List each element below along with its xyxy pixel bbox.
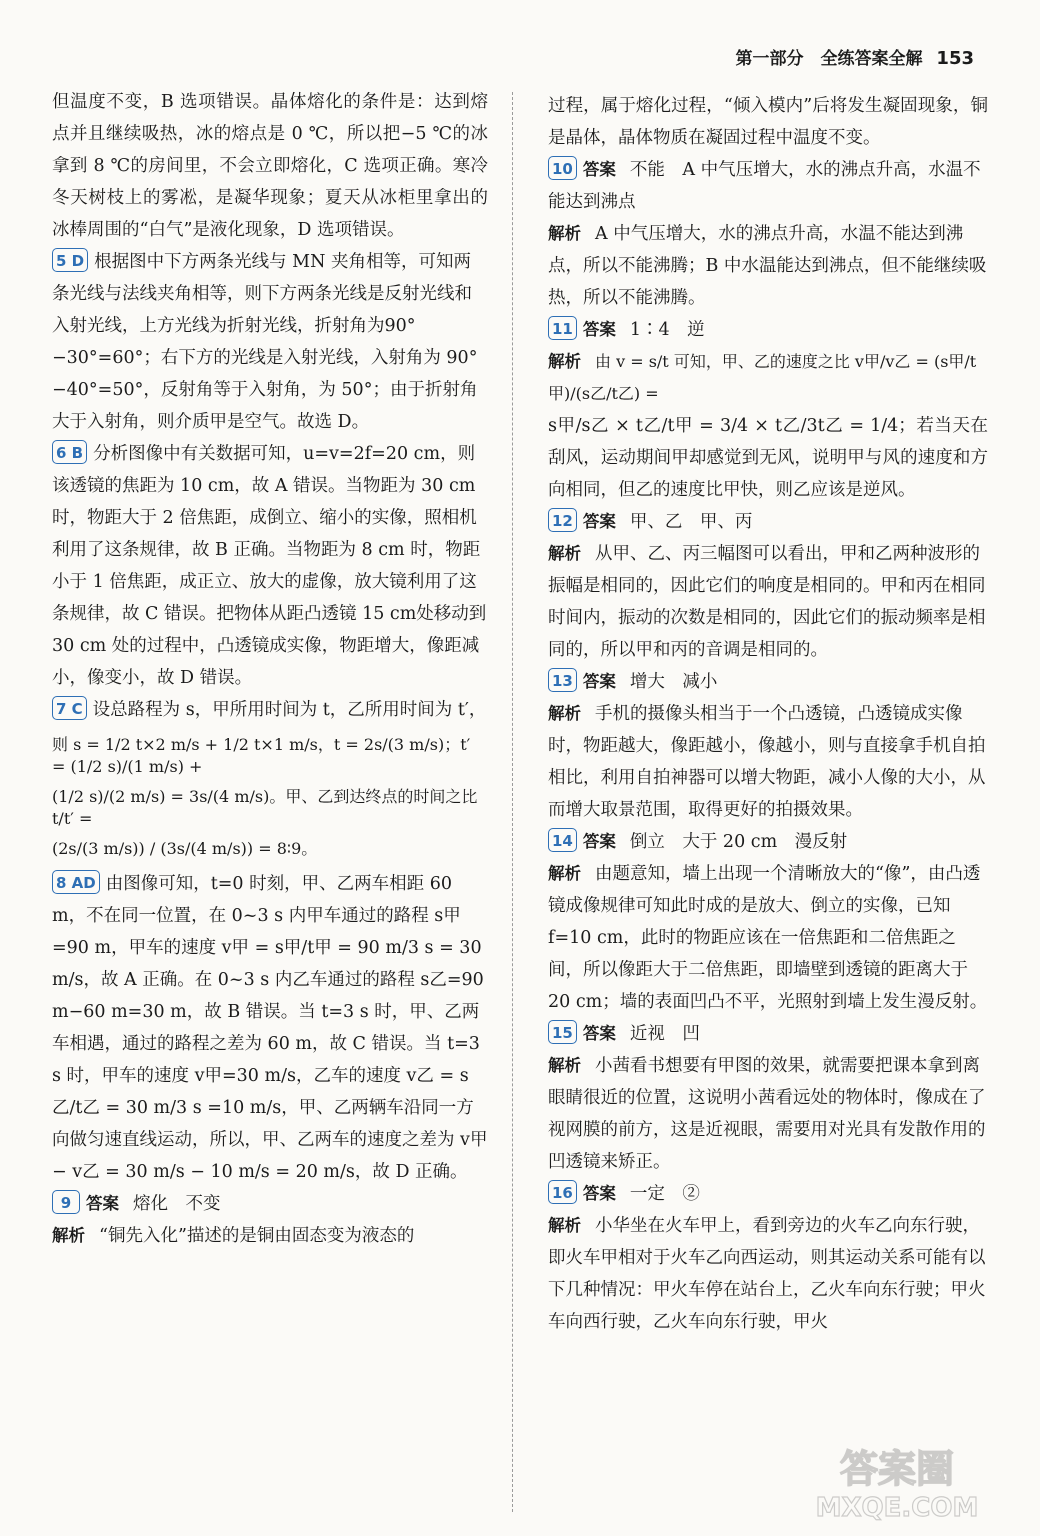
answer-label: 答案 — [582, 320, 616, 339]
answer-item-16 — [548, 1178, 988, 1210]
answer-item-10 — [548, 154, 988, 218]
answer-item-8 — [52, 868, 488, 1188]
answer-label: 答案 — [582, 672, 616, 691]
explanation-9 — [52, 1220, 488, 1252]
explanation-label: 解析 — [548, 224, 581, 243]
explanation-text: 由题意知，墙上出现一个清晰放大的“像”，由凸透镜成像规律可知此时成的是放大、倒立的实像，已知 f=10 cm，此时的物距应该在一倍焦距和二倍焦距之间，所以像距大于二倍焦距，即墙壁到透镜的距离大于 20 cm；墙的表面凹凸不平，光照射到墙上发生漫反射。 — [548, 864, 988, 1012]
formula-line-2: (1/2 s)/(2 m/s) = 3s/(4 m/s)。甲、乙到达终点的时间之比 t/t′ = — [52, 787, 478, 828]
explanation-11 — [548, 346, 988, 506]
answer-item-15 — [548, 1018, 988, 1050]
answer-label: 答案 — [582, 1024, 616, 1043]
answer-item-9 — [52, 1188, 488, 1220]
answer-text: 不能 A 中气压增大，水的沸点升高，水温不能达到沸点 — [548, 160, 981, 212]
item-number-badge: 14 — [548, 828, 577, 852]
item-number-badge: 9 — [52, 1190, 80, 1214]
formula-line-1: 则 s = 1/2 t×2 m/s + 1/2 t×1 m/s，t = 2s/(3 m/s)；t′ = (1/2 s)/(1 m/s) + — [52, 735, 471, 776]
right-column — [548, 90, 988, 1338]
formula-line-1: 由 v = s/t 可知，甲、乙的速度之比 v甲/v乙 = (s甲/t甲)/(s乙/t乙) = — [548, 352, 977, 403]
continued-text: 过程，属于熔化过程，“倾入模内”后将发生凝固现象，铜是晶体，晶体物质在凝固过程中温度不变。 — [548, 96, 988, 148]
item-number-badge: 8 AD — [52, 870, 100, 894]
item-number-badge: 7 C — [52, 696, 87, 720]
item-number-badge: 5 D — [52, 248, 88, 272]
explanation-text: A 中气压增大，水的沸点升高，水温不能达到沸点，所以不能沸腾；B 中水温能达到沸点，但不能继续吸热，所以不能沸腾。 — [548, 224, 987, 308]
item-number-badge: 13 — [548, 668, 577, 692]
item-text: 根据图中下方两条光线与 MN 夹角相等，可知两条光线与法线夹角相等，则下方两条光线是反射光线和入射光线，上方光线为折射光线，折射角为90°−30°=60°；右下方的光线是入射光线，入射角为 90°−40°=50°，反射角等于入射角，为 50°；由于折射角大于入射角，则介质甲是空气。故选 D。 — [52, 252, 478, 432]
answer-label: 答案 — [582, 160, 616, 179]
answer-label: 答案 — [582, 1184, 616, 1203]
explanation-13 — [548, 698, 988, 826]
item-number-badge: 10 — [548, 156, 577, 180]
answer-text: 增大 减小 — [629, 672, 718, 692]
explanation-label: 解析 — [548, 352, 581, 371]
page-number: 153 — [936, 48, 974, 69]
answer-label: 答案 — [582, 512, 616, 531]
watermark-text: 答案圈 — [839, 1447, 955, 1491]
answer-text: 近视 凹 — [629, 1024, 700, 1044]
answer-item-7 — [52, 694, 488, 860]
explanation-12 — [548, 538, 988, 666]
item-text: 设总路程为 s，甲所用时间为 t，乙所用时间为 t′， — [92, 700, 487, 720]
answer-text: 甲、乙 甲、丙 — [629, 512, 753, 532]
answer-text: 熔化 不变 — [133, 1194, 221, 1214]
explanation-text: 小茜看书想要有甲图的效果，就需要把课本拿到离眼睛很近的位置，这说明小茜看远处的物体时，像成在了视网膜的前方，这是近视眼，需要用对光具有发散作用的凹透镜来矫正。 — [548, 1056, 986, 1172]
section-title: 第一部分 全练答案全解 — [735, 49, 923, 69]
explanation-text: “铜先入化”描述的是铜由固态变为液态的 — [99, 1226, 415, 1246]
answer-item-11 — [548, 314, 988, 346]
explanation-label: 解析 — [548, 1056, 581, 1075]
answer-label: 答案 — [86, 1194, 119, 1213]
explanation-label: 解析 — [52, 1226, 85, 1245]
explanation-text: 从甲、乙、丙三幅图可以看出，甲和乙两种波形的振幅是相同的，因此它们的响度是相同的。甲和丙在相同时间内，振动的次数是相同的，因此它们的振动频率是相同的，所以甲和丙的音调是相同的。 — [548, 544, 986, 660]
left-column — [52, 86, 488, 1252]
explanation-label: 解析 — [548, 544, 581, 563]
explanation-14 — [548, 858, 988, 1018]
page-header — [736, 44, 975, 69]
column-divider — [512, 92, 513, 1512]
item-text: 分析图像中有关数据可知，u=v=2f=20 cm，则该透镜的焦距为 10 cm，故 A 错误。当物距为 30 cm时，物距大于 2 倍焦距，成倒立、缩小的实像，照相机利用了这条规律，故 B 正确。当物距为 8 cm 时，物距小于 1 倍焦距，成正立、放大的虚像，放大镜利用了这条规律，故 C 错误。把物体从距凸透镜 15 cm处移动到 30 cm 处的过程中，凸透镜成实像，物距增大，像距减小，像变小，故 D 错误。 — [52, 444, 487, 688]
answer-item-13 — [548, 666, 988, 698]
answer-item-12 — [548, 506, 988, 538]
item-number-badge: 12 — [548, 508, 577, 532]
answer-item-5 — [52, 246, 488, 438]
item-number-badge: 6 B — [52, 440, 87, 464]
continued-text: 但温度不变，B 选项错误。晶体熔化的条件是：达到熔点并且继续吸热，冰的熔点是 0 ℃，所以把−5 ℃的冰拿到 8 ℃的房间里，不会立即熔化，C 选项正确。寒冷冬天树枝上的雾凇，是凝华现象；夏天从冰柜里拿出的冰棒周围的“白气”是液化现象，D 选项错误。 — [52, 92, 488, 240]
explanation-text: 手机的摄像头相当于一个凸透镜，凸透镜成实像时，物距越大，像距越小，像越小，则与直接拿手机自拍相比，利用自拍神器可以增大物距，减小人像的大小，从而增大取景范围，取得更好的拍摄效果。 — [548, 704, 986, 820]
explanation-text: s甲/s乙 × t乙/t甲 = 3/4 × t乙/3t乙 = 1/4；若当天在刮风，运动期间甲却感觉到无风，说明甲与风的速度和方向相同，但乙的速度比甲快，则乙应该是逆风。 — [548, 416, 988, 500]
answer-text: 一定 ② — [629, 1184, 700, 1204]
answer-text: 倒立 大于 20 cm 漫反射 — [629, 832, 848, 852]
watermark-logo — [782, 1434, 1012, 1524]
watermark-url: MXQE.COM — [815, 1493, 979, 1523]
answer-label: 答案 — [582, 832, 616, 851]
item-text: 由图像可知，t=0 时刻，甲、乙两车相距 60 m，不在同一位置，在 0~3 s 内甲车通过的路程 s甲=90 m，甲车的速度 v甲 = s甲/t甲 = 90 m/3 s = 30 m/s，故 A 正确。在 0~3 s 内乙车通过的路程 s乙=90 m−60 m=30 m，故 B 错误。当 t=3 s 时，甲、乙两车相遇，通过的路程之差为 60 m，故 C 错误。当 t=3 s 时，甲车的速度 v甲=30 m/s，乙车的速度 v乙 = s乙/t乙 = 30 m/3 s =10 m/s，甲、乙两辆车沿同一方向做匀速直线运动，所以，甲、乙两车的速度之差为 v甲 − v乙 = 30 m/s − 10 m/s = 20 m/s，故 D 正确。 — [52, 874, 488, 1182]
explanation-label: 解析 — [548, 704, 581, 723]
explanation-10 — [548, 218, 988, 314]
answer-item-14 — [548, 826, 988, 858]
explanation-text: 小华坐在火车甲上，看到旁边的火车乙向东行驶，即火车甲相对于火车乙向西运动，则其运动关系可能有以下几种情况：甲火车停在站台上，乙火车向东行驶；甲火车向西行驶，乙火车向东行驶，甲火 — [548, 1216, 986, 1332]
explanation-15 — [548, 1050, 988, 1178]
explanation-16 — [548, 1210, 988, 1338]
explanation-label: 解析 — [548, 864, 581, 883]
item-number-badge: 15 — [548, 1020, 577, 1044]
explanation-label: 解析 — [548, 1216, 581, 1235]
answer-item-6 — [52, 438, 488, 694]
formula-line-3: (2s/(3 m/s)) / (3s/(4 m/s)) = 8∶9。 — [52, 839, 318, 858]
item-number-badge: 16 — [548, 1180, 577, 1204]
answer-text: 1∶4 逆 — [629, 320, 705, 340]
item-number-badge: 11 — [548, 316, 577, 340]
